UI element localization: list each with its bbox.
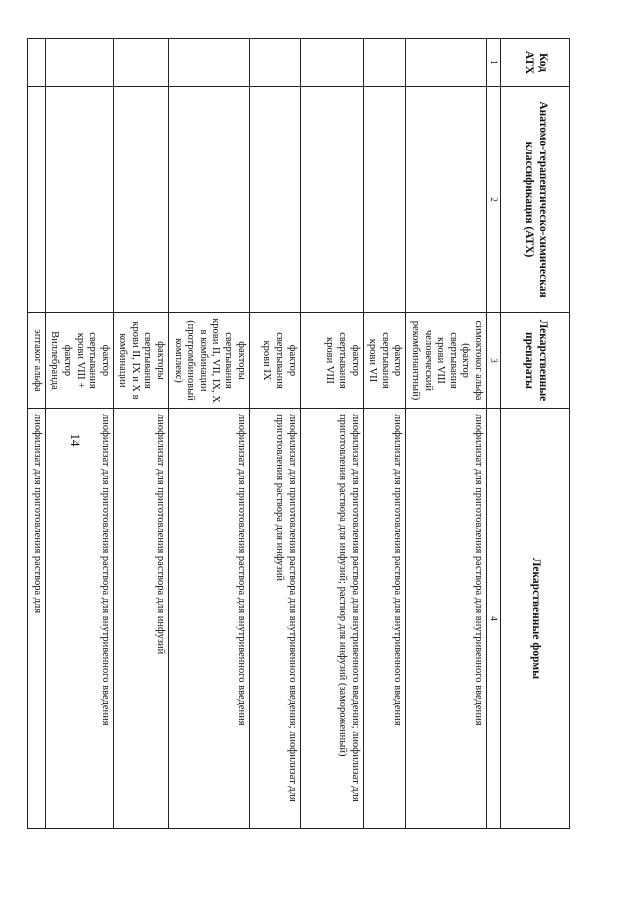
form-cell: лиофилизат для приготовления раствора для внутривенного введения (169, 409, 250, 829)
atc-class-cell (249, 87, 300, 313)
header-dosage-forms: Лекарственные формы (501, 409, 570, 829)
column-number: 2 (487, 87, 501, 313)
drug-cell: факторы свертывания крови II, VII, IX, X в комбинации (протромбиновый комплекс) (169, 313, 250, 409)
drug-cell: симоктоког альфа (фактор свертывания крови VIII человеческий рекомбинантный) (406, 313, 487, 409)
drug-cell: фактор свертывания крови VIII (300, 313, 363, 409)
form-cell: лиофилизат для приготовления раствора для внутривенного введения (45, 409, 113, 829)
form-cell: лиофилизат для приготовления раствора для (28, 409, 46, 829)
header-row (501, 39, 570, 829)
drug-cell: фактор свертывания крови VIII + фактор Виллебранда (45, 313, 113, 409)
drug-table (27, 38, 570, 829)
atc-code-cell (249, 39, 300, 87)
drug-cell: фактор свертывания крови VII (363, 313, 406, 409)
atc-code-cell (300, 39, 363, 87)
drug-cell: эптаког альфа (28, 313, 46, 409)
table-row (363, 39, 406, 829)
atc-class-cell (363, 87, 406, 313)
header-atc-code: Код АТХ (501, 39, 570, 87)
table-row (406, 39, 487, 829)
rotated-table-container (31, 38, 570, 828)
column-number-row (487, 39, 501, 829)
header-drugs: Лекарственные препараты (501, 313, 570, 409)
page-number: 14 (68, 433, 83, 447)
table-row (169, 39, 250, 829)
atc-class-cell (45, 87, 113, 313)
form-cell: лиофилизат для приготовления раствора для внутривенного введения (363, 409, 406, 829)
atc-code-cell (45, 39, 113, 87)
table-row (28, 39, 46, 829)
table-row (45, 39, 113, 829)
atc-code-cell (363, 39, 406, 87)
drug-cell: факторы свертывания крови II, IX и X в комбинации (113, 313, 168, 409)
drug-cell: фактор свертывания крови IX (249, 313, 300, 409)
atc-class-cell (406, 87, 487, 313)
column-number: 4 (487, 409, 501, 829)
column-number: 1 (487, 39, 501, 87)
table-row (113, 39, 168, 829)
header-atc-classification: Анатомо-терапевтическо-химическая классификация (АТХ) (501, 87, 570, 313)
atc-code-cell (113, 39, 168, 87)
atc-class-cell (28, 87, 46, 313)
atc-class-cell (300, 87, 363, 313)
atc-code-cell (169, 39, 250, 87)
form-cell: лиофилизат для приготовления раствора для внутривенного введения (406, 409, 487, 829)
form-cell: лиофилизат для приготовления раствора для инфузий (113, 409, 168, 829)
form-cell: лиофилизат для приготовления раствора для внутривенного введения; лиофилизат для приготовления раствора для инфузий; раствор для инфузий (замороженный) (300, 409, 363, 829)
column-number: 3 (487, 313, 501, 409)
atc-class-cell (169, 87, 250, 313)
form-cell: лиофилизат для приготовления раствора для внутривенного введения; лиофилизат для приготовления раствора для инфузий (249, 409, 300, 829)
atc-class-cell (113, 87, 168, 313)
atc-code-cell (406, 39, 487, 87)
table-row (249, 39, 300, 829)
atc-code-cell (28, 39, 46, 87)
table-row (300, 39, 363, 829)
